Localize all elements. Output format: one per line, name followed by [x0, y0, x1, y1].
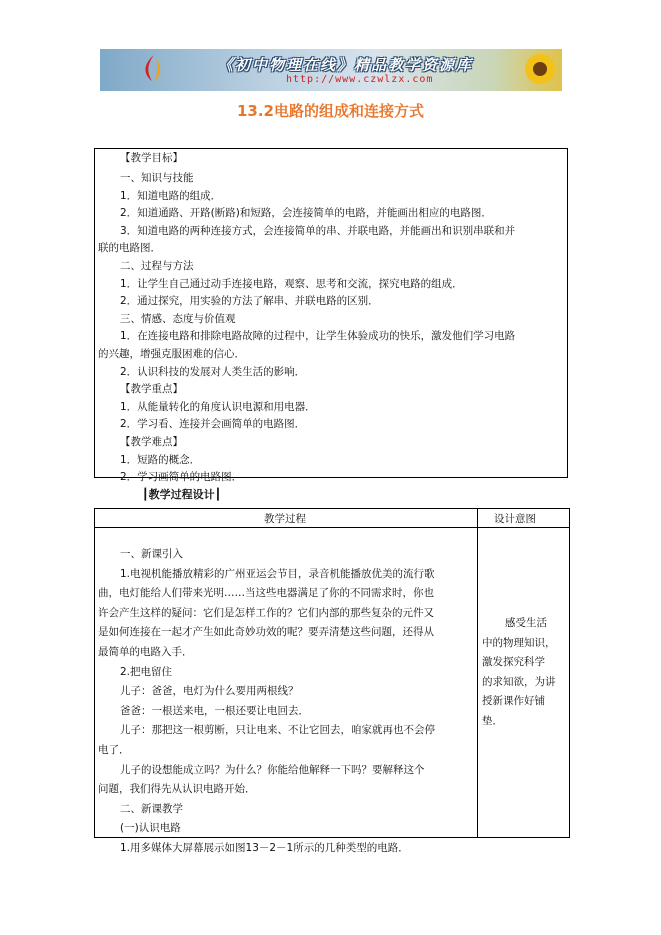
intent-line: 授新课作好铺 [482, 695, 545, 708]
objective-line: 的兴趣，增强克服困难的信心． [98, 348, 245, 360]
process-line: 电了． [98, 744, 130, 756]
objective-line: 1．知道电路的组成． [120, 189, 222, 202]
objective-line: 1．短路的概念． [120, 453, 201, 466]
col-header-intent: 设计意图 [494, 513, 536, 525]
sunflower-icon [522, 51, 558, 87]
banner-title: 《初中物理在线》精品教学资源库 [218, 56, 474, 74]
objective-line: 1．从能量转化的角度认识电源和用电器． [120, 400, 316, 413]
objective-line: 一、知识与技能 [120, 172, 194, 184]
process-line: 曲，电灯能给人们带来光明……当这些电器满足了你的不同需求时，你也 [98, 587, 434, 600]
objective-line: 二、过程与方法 [120, 260, 194, 272]
document-title: 13.2电路的组成和连接方式 [236, 102, 424, 120]
process-line: 是如何连接在一起才产生如此奇妙功效的呢？要弄清楚这些问题，还得从 [98, 626, 434, 639]
objective-line: 2．认识科技的发展对人类生活的影响． [120, 365, 306, 378]
process-line: 儿子的设想能成立吗？为什么？你能给他解释一下吗？要解释这个 [120, 763, 425, 776]
intent-line: 中的物理知识， [482, 636, 556, 649]
process-line: 爸爸：一根送来电，一根还要让电回去． [120, 704, 309, 717]
intent-line: 垫． [482, 715, 503, 727]
process-line: 最简单的电路入手． [98, 646, 193, 658]
objective-line: 2．通过探究，用实验的方法了解串、并联电路的区别． [120, 295, 379, 308]
process-line: (一)认识电路 [120, 822, 181, 835]
process-line: 2.把电留住 [120, 665, 173, 678]
objective-line: 1．在连接电路和排除电路故障的过程中，让学生体验成功的快乐，激发他们学习电路 [120, 330, 516, 343]
intent-line: 的求知欲，为讲 [482, 675, 556, 688]
logo-icon [140, 53, 166, 83]
objective-line: 1．让学生自己通过动手连接电路，观察、思考和交流，探究电路的组成． [120, 277, 463, 290]
col-header-process: 教学过程 [264, 513, 306, 525]
process-line: 儿子：那把这一根剪断，只让电来、不让它回去，咱家就再也不会停 [120, 724, 435, 737]
objective-line: 【教学难点】 [120, 436, 183, 448]
objective-line: 联的电路图． [98, 242, 161, 255]
process-line: 1.电视机能播放精彩的广州亚运会节目，录音机能播放优美的流行歌 [120, 567, 435, 580]
objective-line: 3．知道电路的两种连接方式，会连接简单的串、并联电路，并能画出和识别串联和并 [120, 224, 516, 237]
process-line: 二、新课教学 [120, 802, 183, 815]
intent-line: 激发探究科学 [482, 656, 545, 669]
process-line: 一、新课引入 [120, 548, 183, 560]
objective-line: 三、情感、态度与价值观 [120, 312, 236, 325]
objective-line: 【教学重点】 [120, 383, 183, 396]
process-heading: ┃教学过程设计┃ [142, 488, 222, 501]
column-divider [477, 508, 478, 838]
header-banner [100, 49, 562, 91]
process-line: 1.用多媒体大屏幕展示如图13－2－1所示的几种类型的电路． [120, 842, 409, 854]
process-line: 儿子：爸爸，电灯为什么要用两根线？ [120, 685, 299, 698]
objectives-heading: 【教学目标】 [120, 152, 183, 164]
intent-line: 感受生活 [505, 617, 547, 629]
objective-line: 2．知道通路、开路(断路)和短路，会连接简单的电路，并能画出相应的电路图． [120, 207, 492, 220]
objective-line: 2．学习看、连接并会画简单的电路图． [120, 418, 306, 431]
process-line: 问题，我们得先从认识电路开始． [98, 783, 256, 796]
process-line: 许会产生这样的疑问：它们是怎样工作的？它们内部的那些复杂的元件又 [98, 606, 434, 619]
banner-url: http://www.czwlzx.com [286, 74, 434, 85]
objective-line: 2．学习画简单的电路图． [120, 471, 243, 484]
